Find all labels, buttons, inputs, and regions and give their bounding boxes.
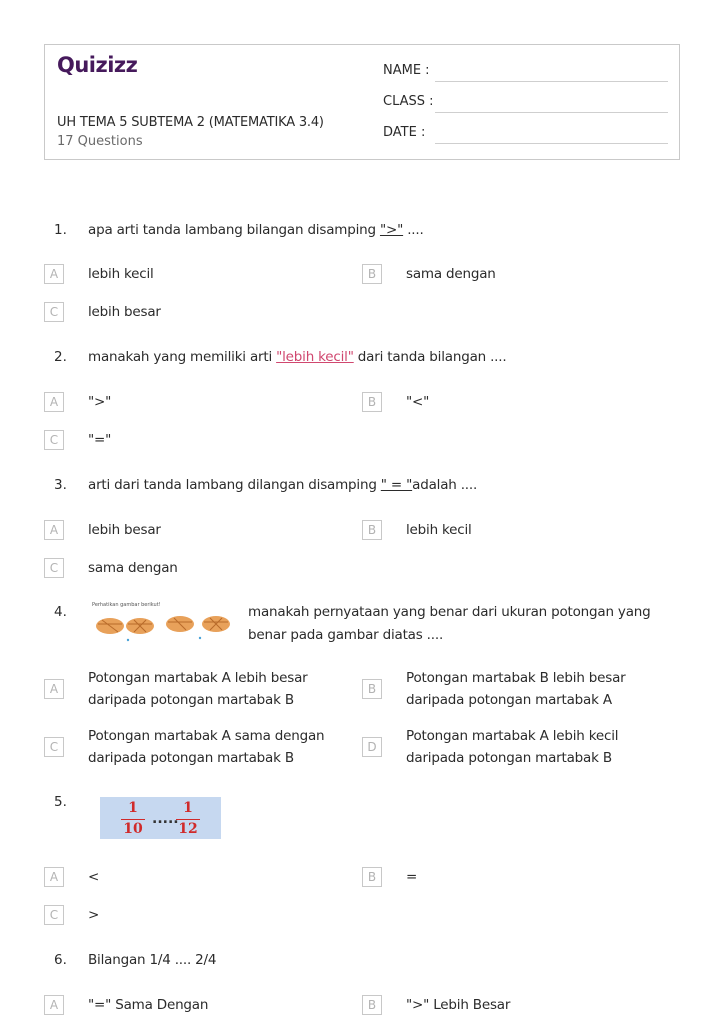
question-text: apa arti tanda lambang bilangan disamping ">" .... <box>88 222 424 238</box>
option-letter[interactable]: C <box>44 430 64 450</box>
option-text[interactable]: lebih besar <box>88 304 161 320</box>
question-count: 17 Questions <box>57 134 143 149</box>
fraction-left-numerator: 1 <box>128 800 138 816</box>
option-letter[interactable]: C <box>44 302 64 322</box>
question-text: arti dari tanda lambang dilangan disamping " = "adalah .... <box>88 477 478 493</box>
quizizz-logo: Quizizz <box>57 53 138 77</box>
fraction-left-denominator: 10 <box>123 821 143 837</box>
question-text: manakah pernyataan yang benar dari ukuran potongan yang <box>248 604 651 620</box>
option-text[interactable]: "<" <box>406 394 430 410</box>
date-field[interactable] <box>435 143 668 144</box>
question-number: 5. <box>54 794 67 810</box>
option-text[interactable]: lebih besar <box>88 522 161 538</box>
option-letter[interactable]: C <box>44 737 64 757</box>
class-label: CLASS : <box>383 94 434 109</box>
option-text[interactable]: "=" <box>88 432 112 448</box>
option-text[interactable]: lebih kecil <box>88 266 154 282</box>
option-letter[interactable]: A <box>44 392 64 412</box>
option-text[interactable]: < <box>88 869 100 885</box>
option-text[interactable]: sama dengan <box>406 266 496 282</box>
image-caption: Perhatikan gambar berikut! <box>92 602 161 608</box>
option-letter[interactable]: B <box>362 392 382 412</box>
option-text[interactable]: Potongan martabak A lebih besar daripada potongan martabak B <box>88 670 308 708</box>
question-number: 1. <box>54 222 67 238</box>
comparison-dots: ..... <box>152 811 179 827</box>
option-letter[interactable]: C <box>44 905 64 925</box>
question-highlight: "lebih kecil" <box>276 349 354 365</box>
question-text: Bilangan 1/4 .... 2/4 <box>88 952 217 968</box>
name-label: NAME : <box>383 63 430 78</box>
worksheet-title: UH TEMA 5 SUBTEMA 2 (MATEMATIKA 3.4) <box>57 115 324 130</box>
question-symbol: ">" <box>379 222 404 238</box>
martabak-pieces-icon <box>92 602 240 646</box>
option-letter[interactable]: A <box>44 867 64 887</box>
option-letter[interactable]: B <box>362 995 382 1015</box>
question-number: 4. <box>54 604 67 620</box>
option-letter[interactable]: A <box>44 995 64 1015</box>
option-text[interactable]: "=" Sama Dengan <box>88 997 209 1013</box>
question-number: 3. <box>54 477 67 493</box>
option-letter[interactable]: B <box>362 264 382 284</box>
question-number: 2. <box>54 349 67 365</box>
option-letter[interactable]: B <box>362 679 382 699</box>
question-text: manakah yang memiliki arti "lebih kecil" dari tanda bilangan .... <box>88 349 507 365</box>
date-label: DATE : <box>383 125 426 140</box>
option-text[interactable]: lebih kecil <box>406 522 472 538</box>
fraction-comparison-image <box>100 797 221 839</box>
question-number: 6. <box>54 952 67 968</box>
option-text[interactable]: sama dengan <box>88 560 178 576</box>
option-text[interactable]: ">" Lebih Besar <box>406 997 511 1013</box>
option-text[interactable]: = <box>406 869 418 885</box>
fraction-right-numerator: 1 <box>183 800 193 816</box>
option-text[interactable]: Potongan martabak A sama dengan daripada potongan martabak B <box>88 728 325 766</box>
option-text[interactable]: Potongan martabak B lebih besar daripada potongan martabak A <box>406 670 626 708</box>
option-letter[interactable]: B <box>362 867 382 887</box>
option-text[interactable]: > <box>88 907 100 923</box>
martabak-image <box>92 602 240 646</box>
option-letter[interactable]: A <box>44 679 64 699</box>
option-text[interactable]: ">" <box>88 394 112 410</box>
question-symbol: " = " <box>380 477 413 493</box>
fraction-bar <box>121 819 145 820</box>
option-letter[interactable]: B <box>362 520 382 540</box>
option-letter[interactable]: C <box>44 558 64 578</box>
name-field[interactable] <box>435 81 668 82</box>
option-letter[interactable]: A <box>44 264 64 284</box>
class-field[interactable] <box>435 112 668 113</box>
worksheet-header <box>44 44 680 160</box>
option-letter[interactable]: D <box>362 737 382 757</box>
option-letter[interactable]: A <box>44 520 64 540</box>
fraction-right-denominator: 12 <box>178 821 198 837</box>
fraction-bar <box>176 819 200 820</box>
question-text: benar pada gambar diatas .... <box>248 627 444 643</box>
option-text[interactable]: Potongan martabak A lebih kecil daripada potongan martabak B <box>406 728 619 766</box>
